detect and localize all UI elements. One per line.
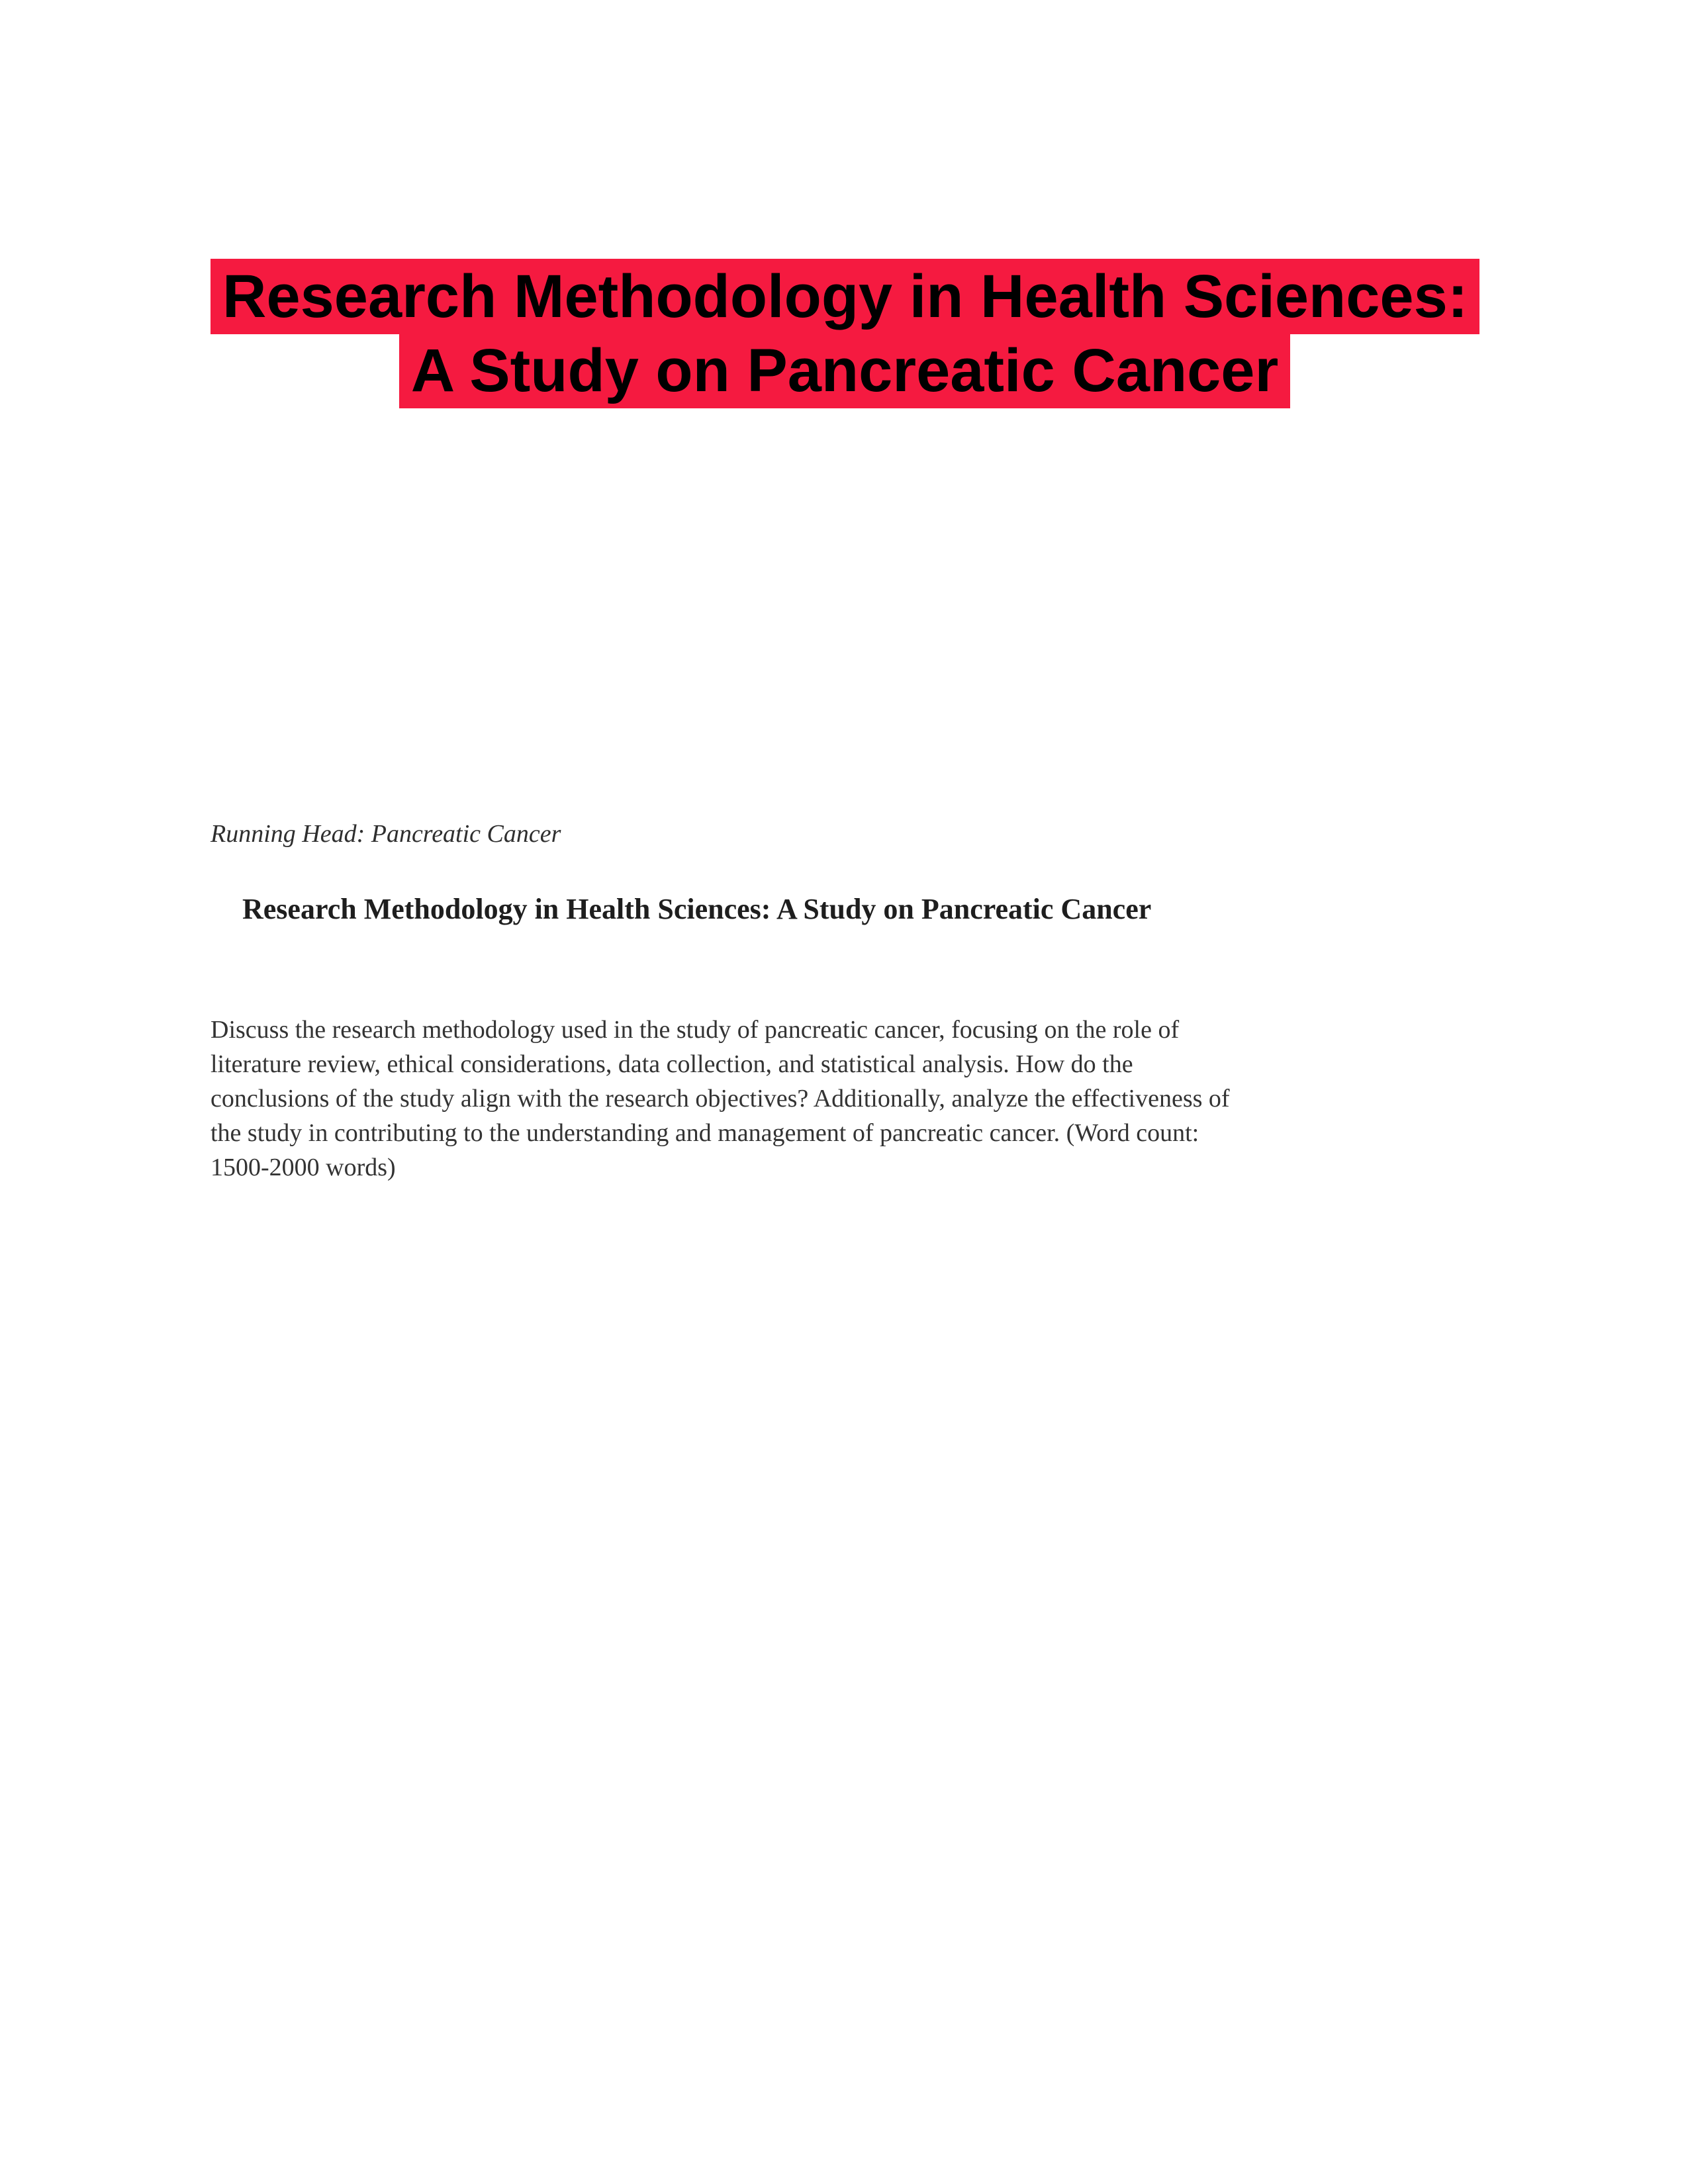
banner-title: Research Methodology in Health Sciences: A Study on Pancreatic Cancer: [211, 259, 1479, 408]
document-title: Research Methodology in Health Sciences: A Study on Pancreatic Cancer: [242, 893, 1152, 925]
running-head: Running Head: Pancreatic Cancer: [211, 820, 561, 848]
embedded-document-image: [211, 805, 1270, 1202]
assignment-prompt: Discuss the research methodology used in the study of pancreatic cancer, focusing on the role of literature review, ethical considerations, data collection, and statistical analysis. How do the conclusions of the study align with the research objectives? Additionally, analyze the effectiveness of the study in contributing to the understanding and management of pancreatic cancer. (Word count: 1500-2000 words): [211, 1016, 1230, 1181]
highlighted-title-banner: [211, 259, 1479, 408]
